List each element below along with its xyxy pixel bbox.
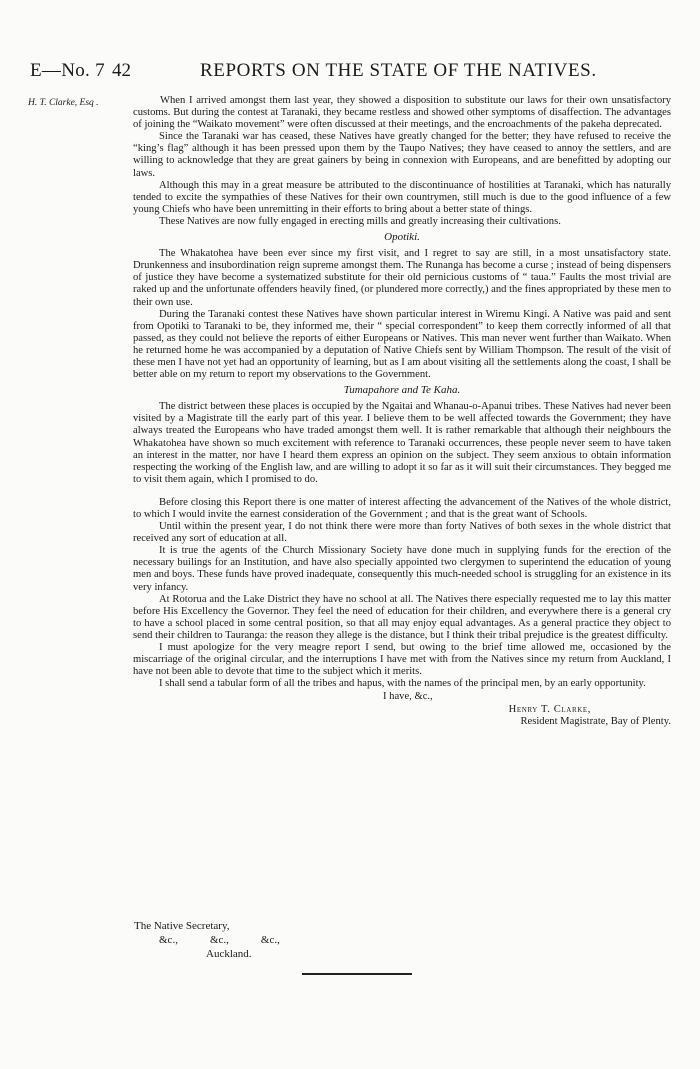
paragraph: Before closing this Report there is one matter of interest affecting the advancement of the Natives of the whole district, to which I would invite the earnest consideration of the Government ; and that is the great want of Schools. bbox=[133, 496, 671, 520]
addressee-etc-line bbox=[134, 933, 280, 947]
paragraph: Although this may in a great measure be attributed to the discontinuance of hostilities at Taranaki, which has naturally tended to excite the sympathies of these Natives for their own countrymen, still much is due to the good influence of a few young Chiefs who have been unremitting in their efforts to bring about a better state of things. bbox=[133, 179, 671, 215]
paragraph: Until within the present year, I do not think there were more than forty Natives of both sexes in the whole district that received any sort of education at all. bbox=[133, 521, 671, 545]
etc-text: &c., bbox=[209, 934, 229, 946]
section-heading-tumapahore: Tumapahore and Te Kaha. bbox=[343, 384, 461, 397]
paragraph: The Whakatohea have been ever since my first visit, and I regret to say are still, in a most unsatisfactory state. Drunkenness and insubordination reign supreme amongst them. The Runanga has become a curse ; instead of being dispensers of justice they have become a systematized substitute for their old pernicious customs of “ taua.” Faults the most trivial are raked up and the unfortunate offenders heavily fined, (or plundered more correctly,) and the fines appropriated by these men to their own use. bbox=[133, 248, 671, 308]
margin-note-author: H. T. Clarke, Esq . bbox=[28, 98, 99, 108]
running-title: REPORTS ON THE STATE OF THE NATIVES. bbox=[200, 60, 597, 81]
section-gap bbox=[133, 486, 671, 497]
addressee-block bbox=[134, 919, 280, 961]
paragraph: Since the Taranaki war has ceased, these Natives have greatly changed for the better; they have refused to receive the “king’s flag” although it has been pressed upon them by the Taupo Natives; they have ceased to annoy the settlers, and are willing to acknowledge that they are great gainers by being in connexion with Europeans, and are benefitted by adopting our laws. bbox=[133, 131, 671, 179]
paragraph: At Rotorua and the Lake District they have no school at all. The Natives there especially requested me to lay this matter before His Excellency the Governor. They feel the need of education for their children, and everywhere there is a general cry to have a school placed in some central position, so that all may enjoy equal advantages. As a general practice they object to send their children to Tauranga: the reason they allege is the distance, but I think their tribal prejudice is the greatest difficulty. bbox=[133, 593, 671, 641]
paragraph: These Natives are now fully engaged in erecting mills and greatly increasing their cultivations. bbox=[159, 215, 561, 227]
etc-text: &c., bbox=[260, 934, 280, 946]
paragraph: The district between these places is occupied by the Ngaitai and Whanau-o-Apanui tribes. These Natives had never been visited by a Magistrate till the early part of this year. I believe them to be well affected towards the Government; they have always treated the Europeans who have traded amongst them well. It is rather remarkable that although their neighbours the Whakatohea have shown so much excitement with reference to Taranaki occurrences, these people never seem to have taken an interest in the matter, nor have I heard them express an opinion on the subject. They seem anxious to obtain information respecting the working of the English law, and are willing to adopt it so far as it will suit their circumstances. They begged me to visit them again, which I promised to do. bbox=[133, 401, 671, 485]
report-body bbox=[133, 95, 671, 751]
addressee-title: The Native Secretary, bbox=[134, 920, 230, 932]
closing-salutation: I have, &c., bbox=[383, 691, 433, 703]
end-rule bbox=[302, 973, 412, 975]
paragraph: I shall send a tabular form of all the tribes and hapus, with the names of the principal men, by an early opportunity. bbox=[159, 678, 646, 690]
signatory-name: Henry T. Clarke, bbox=[508, 704, 591, 716]
section-heading-opotiki: Opotiki. bbox=[384, 231, 420, 244]
page-header bbox=[30, 60, 670, 86]
page-number: 42 bbox=[112, 60, 131, 81]
document-number: E—No. 7 bbox=[30, 60, 105, 81]
paragraph: It is true the agents of the Church Missionary Society have done much in supplying funds for the erection of the necessary builings for an Institution, and have also specially appointed two clergymen to superintend the education of young men and boys. These funds have proved inadequate, consequently this much-needed school is struggling for an existence in its very infancy. bbox=[133, 545, 671, 593]
etc-text: &c., bbox=[159, 934, 178, 946]
addressee-place: Auckland. bbox=[206, 948, 252, 960]
paragraph: I must apologize for the very meagre report I send, but owing to the brief time allowed me, occasioned by the miscarriage of the original circular, and the interruptions I have met with from the Natives since my return from Auckland, I have not been able to devote that time to the subject which it merits. bbox=[133, 642, 671, 678]
paragraph: When I arrived amongst them last year, they showed a disposition to substitute our laws for their own unsatisfactory customs. But during the contest at Taranaki, they became restless and showed other symptoms of disaffection. The advantages of joining the “Waikato movement” were often discussed at their meetings, and the encroachments of the pakeha deprecated. bbox=[133, 95, 671, 131]
signature-block bbox=[133, 691, 671, 751]
paragraph: During the Taranaki contest these Natives have shown particular interest in Wiremu Kingi. A Native was paid and sent from Opotiki to Taranaki to be, they informed me, their “ special correspondent” to keep them correctly informed of all that passed, as they could not believe the reports of either Europeans or Natives. This man never went further than Waikato. When he returned home he was accompanied by a deputation of Native Chiefs sent by William Thompson. The result of the visit of these men I have not yet had an opportunity of learning, but as I am about visiting all the settlements along the coast, I shall be better able on my return to report my observations to the Government. bbox=[133, 308, 671, 381]
signatory-role: Resident Magistrate, Bay of Plenty. bbox=[520, 716, 671, 728]
